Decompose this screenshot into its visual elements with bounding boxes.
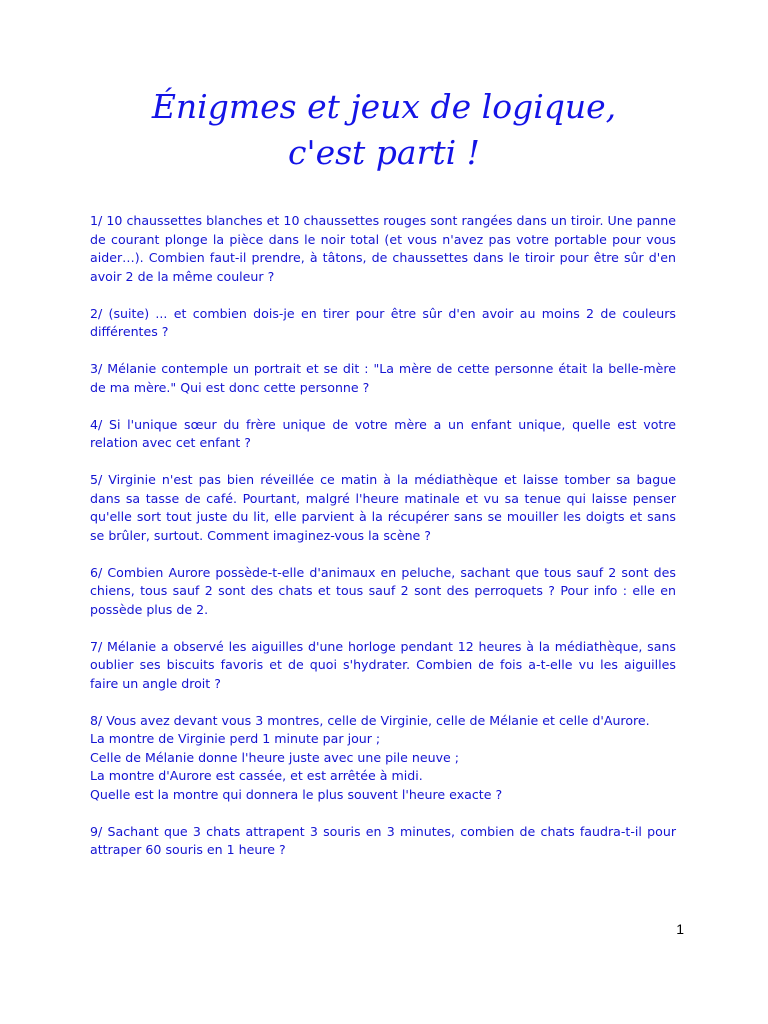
puzzle-5: 5/ Virginie n'est pas bien réveillée ce matin à la médiathèque et laisse tomber sa bague dans sa tasse de café. Pourtant, malgré l'heure matinale et vu sa tenue qui laisse penser qu'elle sort tout juste du lit, elle parvient à la récupérer sans se mouiller les doigts et sans se brûler, surtout. Comment imaginez-vous la scène ? xyxy=(90,472,676,543)
puzzle-list xyxy=(90,212,676,878)
puzzle-8-line-2: Celle de Mélanie donne l'heure juste avec une pile neuve ; xyxy=(90,749,460,765)
puzzle-1: 1/ 10 chaussettes blanches et 10 chaussettes rouges sont rangées dans un tiroir. Une panne de courant plonge la pièce dans le noir total (et vous n'avez pas votre portable pour vous aider…). Combien faut-il prendre, à tâtons, de chaussettes dans le tiroir pour être sûr d'en avoir 2 de la même couleur ? xyxy=(90,213,676,284)
title-line-1: Énigmes et jeux de logique, xyxy=(151,87,617,126)
puzzle-2: 2/ (suite) ... et combien dois-je en tirer pour être sûr d'en avoir au moins 2 de couleurs différentes ? xyxy=(90,305,676,339)
puzzle-8-intro: 8/ Vous avez devant vous 3 montres, celle de Virginie, celle de Mélanie et celle d'Aurore. xyxy=(90,712,650,728)
puzzle-8-line-3: La montre d'Aurore est cassée, et est arrêtée à midi. xyxy=(90,768,423,783)
puzzle-8-line-1: La montre de Virginie perd 1 minute par jour ; xyxy=(90,731,381,746)
puzzle-4: 4/ Si l'unique sœur du frère unique de votre mère a un enfant unique, quelle est votre relation avec cet enfant ? xyxy=(90,416,676,450)
page-number: 1 xyxy=(676,921,684,937)
puzzle-7: 7/ Mélanie a observé les aiguilles d'une horloge pendant 12 heures à la médiathèque, sans oublier ses biscuits favoris et de quoi s'hydrater. Combien de fois a-t-elle vu les aiguilles faire un angle droit ? xyxy=(90,638,676,691)
puzzle-9: 9/ Sachant que 3 chats attrapent 3 souris en 3 minutes, combien de chats faudra-t-il pour attraper 60 souris en 1 heure ? xyxy=(90,823,676,857)
puzzle-8-line-4: Quelle est la montre qui donnera le plus souvent l'heure exacte ? xyxy=(90,786,503,802)
title-line-2: c'est parti ! xyxy=(288,133,480,172)
puzzle-6: 6/ Combien Aurore possède-t-elle d'animaux en peluche, sachant que tous sauf 2 sont des chiens, tous sauf 2 sont des chats et tous sauf 2 sont des perroquets ? Pour info : elle en possède plus de 2. xyxy=(90,564,676,617)
page-title xyxy=(0,84,768,176)
puzzle-8 xyxy=(90,712,676,805)
puzzle-3: 3/ Mélanie contemple un portrait et se dit : "La mère de cette personne était la belle-mère de ma mère." Qui est donc cette personne ? xyxy=(90,361,676,395)
